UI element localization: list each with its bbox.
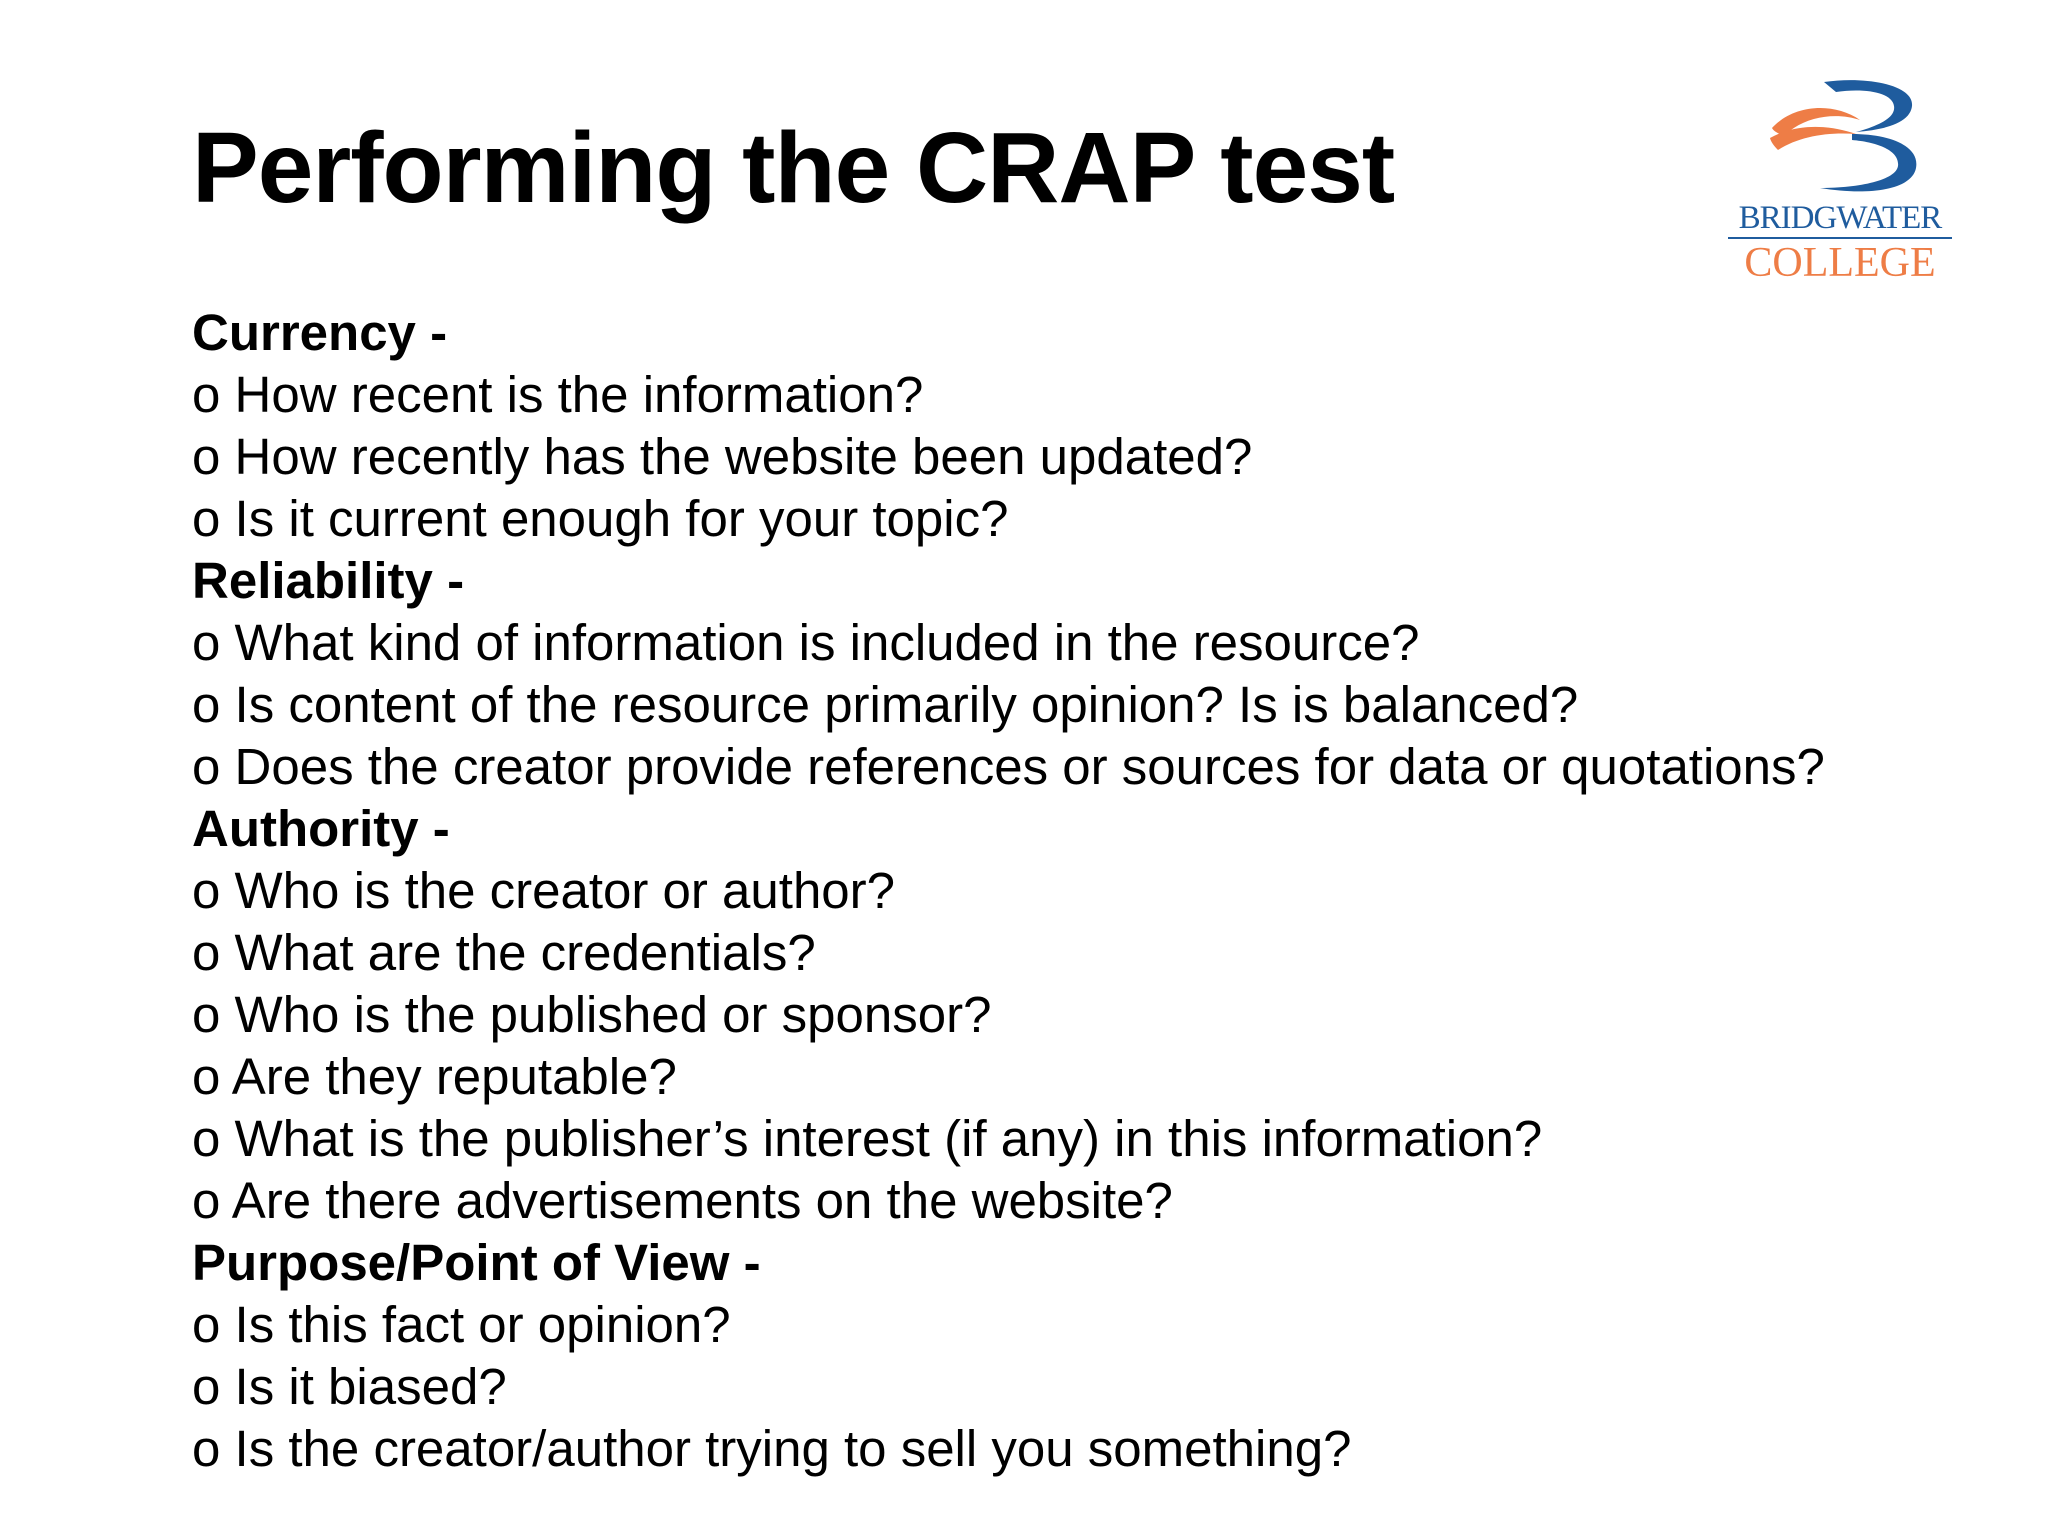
- list-item: o What is the publisher’s interest (if any) in this information?: [192, 1110, 1543, 1167]
- list-item: o Who is the published or sponsor?: [192, 986, 992, 1043]
- list-item: o Is the creator/author trying to sell you something?: [192, 1420, 1352, 1477]
- crap-test-content: [192, 302, 2012, 1480]
- list-item: o Is it biased?: [192, 1358, 507, 1415]
- list-item: o What are the credentials?: [192, 924, 816, 981]
- section-heading-currency: Currency -: [192, 304, 448, 361]
- list-item: o How recently has the website been updated?: [192, 428, 1253, 485]
- logo-text-college: COLLEGE: [1744, 240, 1936, 286]
- section-heading-purpose: Purpose/Point of View -: [192, 1234, 761, 1291]
- bridgwater-college-logo: [1720, 76, 1960, 286]
- list-item: o Does the creator provide references or sources for data or quotations?: [192, 738, 1825, 795]
- section-heading-reliability: Reliability -: [192, 552, 465, 609]
- list-item: o Is content of the resource primarily opinion? Is is balanced?: [192, 676, 1579, 733]
- section-heading-authority: Authority -: [192, 800, 450, 857]
- slide-title: Performing the CRAP test: [192, 112, 1395, 224]
- list-item: o Are they reputable?: [192, 1048, 677, 1105]
- list-item: o Who is the creator or author?: [192, 862, 896, 919]
- list-item: o Is it current enough for your topic?: [192, 490, 1009, 547]
- list-item: o What kind of information is included in the resource?: [192, 614, 1420, 671]
- logo-text-bridgwater: BRIDGWATER: [1738, 200, 1942, 236]
- college-logo-mark-icon: [1764, 76, 1924, 196]
- list-item: o Is this fact or opinion?: [192, 1296, 731, 1353]
- list-item: o How recent is the information?: [192, 366, 924, 423]
- list-item: o Are there advertisements on the website?: [192, 1172, 1173, 1229]
- logo-divider: [1728, 237, 1952, 239]
